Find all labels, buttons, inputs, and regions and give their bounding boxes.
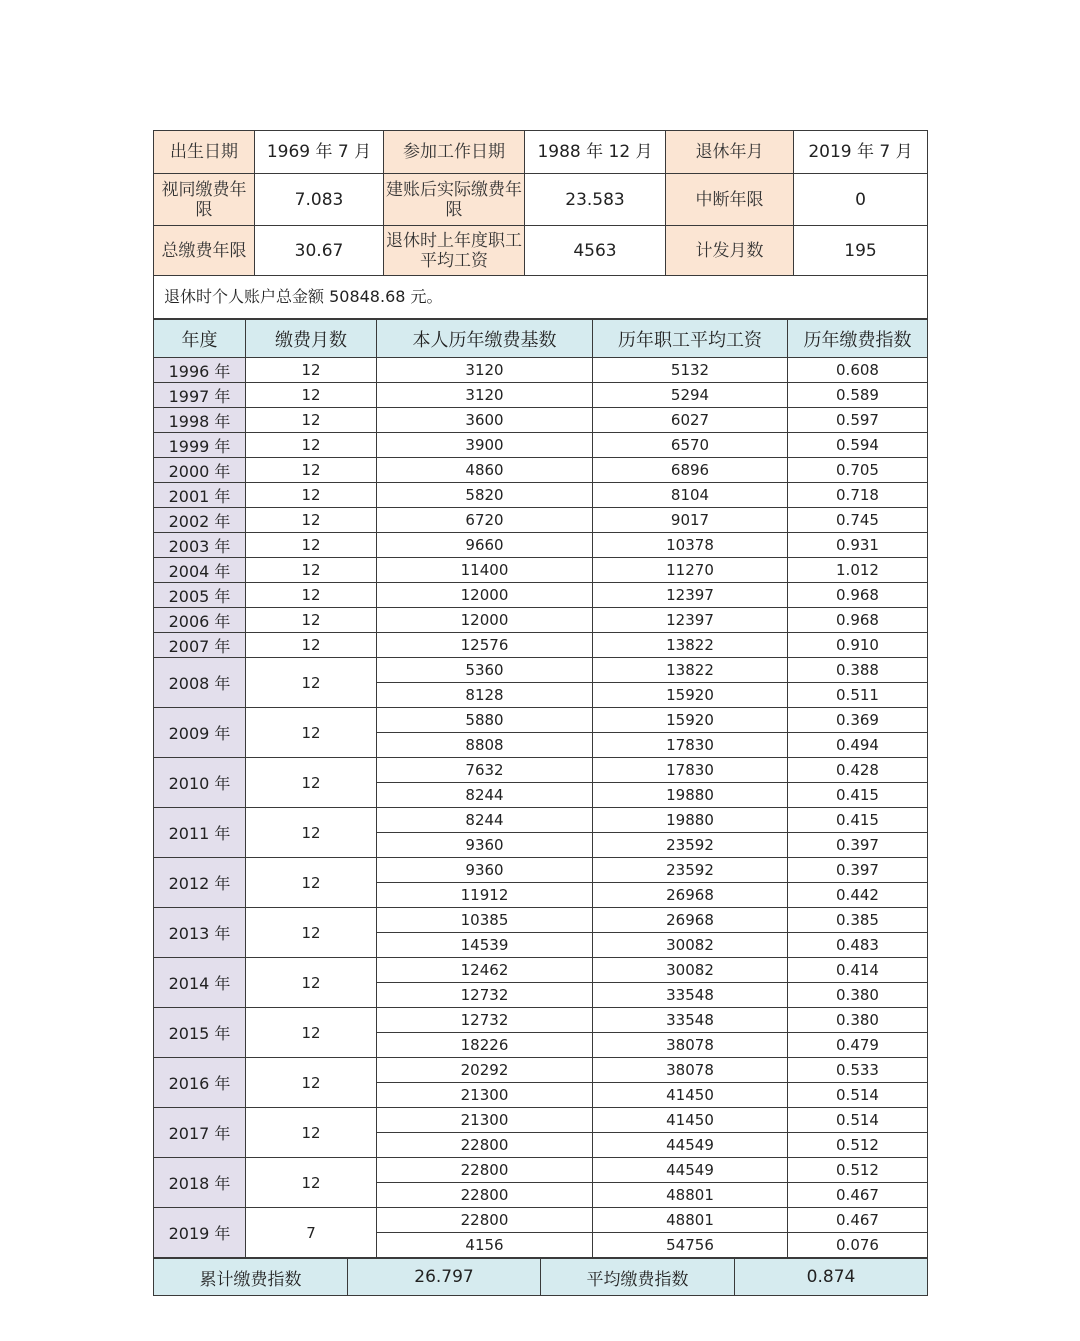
index-cell: 0.385	[788, 908, 928, 933]
avg-wage-value: 4563	[525, 226, 666, 276]
avg-wage-cell: 6570	[593, 433, 788, 458]
index-cell: 0.511	[788, 683, 928, 708]
months-cell: 12	[246, 958, 377, 1008]
table-row	[154, 558, 928, 583]
avg-wage-cell: 48801	[593, 1183, 788, 1208]
avg-wage-cell: 6896	[593, 458, 788, 483]
year-cell: 1997 年	[154, 383, 246, 408]
table-row	[154, 608, 928, 633]
year-cell: 2007 年	[154, 633, 246, 658]
cumulative-index-value: 26.797	[348, 1259, 541, 1296]
avg-wage-cell: 41450	[593, 1108, 788, 1133]
index-cell: 0.397	[788, 833, 928, 858]
avg-wage-cell: 15920	[593, 708, 788, 733]
index-cell: 0.512	[788, 1158, 928, 1183]
table-row	[154, 483, 928, 508]
index-cell: 0.415	[788, 808, 928, 833]
year-cell: 2011 年	[154, 808, 246, 858]
table-row	[154, 1058, 928, 1083]
avg-wage-cell: 26968	[593, 883, 788, 908]
avg-wage-cell: 41450	[593, 1083, 788, 1108]
year-cell: 2016 年	[154, 1058, 246, 1108]
table-row	[154, 758, 928, 783]
avg-wage-cell: 5132	[593, 358, 788, 383]
year-cell: 2000 年	[154, 458, 246, 483]
months-cell: 12	[246, 358, 377, 383]
avg-wage-cell: 44549	[593, 1133, 788, 1158]
months-cell: 12	[246, 483, 377, 508]
info-table	[153, 130, 928, 319]
interrupt-value: 0	[794, 174, 928, 226]
year-cell: 2003 年	[154, 533, 246, 558]
index-cell: 0.514	[788, 1108, 928, 1133]
avg-wage-cell: 48801	[593, 1208, 788, 1233]
base-cell: 3120	[377, 358, 593, 383]
table-row	[154, 633, 928, 658]
avg-wage-cell: 12397	[593, 608, 788, 633]
avg-wage-cell: 44549	[593, 1158, 788, 1183]
base-cell: 9360	[377, 858, 593, 883]
index-cell: 0.467	[788, 1183, 928, 1208]
actual-years-label: 建账后实际缴费年限	[384, 174, 525, 226]
avg-wage-cell: 23592	[593, 833, 788, 858]
avg-wage-cell: 9017	[593, 508, 788, 533]
base-cell: 9660	[377, 533, 593, 558]
total-years-label: 总缴费年限	[154, 226, 255, 276]
months-cell: 12	[246, 1108, 377, 1158]
base-cell: 11400	[377, 558, 593, 583]
birth-date-value: 1969 年 7 月	[255, 131, 384, 174]
avg-wage-cell: 17830	[593, 758, 788, 783]
base-cell: 20292	[377, 1058, 593, 1083]
base-cell: 8244	[377, 783, 593, 808]
index-cell: 0.589	[788, 383, 928, 408]
contribution-table	[153, 319, 928, 1258]
table-row	[154, 1158, 928, 1183]
base-cell: 18226	[377, 1033, 593, 1058]
base-cell: 22800	[377, 1183, 593, 1208]
year-cell: 2015 年	[154, 1008, 246, 1058]
year-cell: 2008 年	[154, 658, 246, 708]
months-cell: 7	[246, 1208, 377, 1258]
base-cell: 12000	[377, 583, 593, 608]
base-cell: 6720	[377, 508, 593, 533]
work-start-value: 1988 年 12 月	[525, 131, 666, 174]
table-row	[154, 908, 928, 933]
table-row	[154, 858, 928, 883]
table-row	[154, 408, 928, 433]
base-cell: 8244	[377, 808, 593, 833]
avg-wage-cell: 19880	[593, 783, 788, 808]
index-cell: 0.380	[788, 983, 928, 1008]
table-body	[154, 358, 928, 1258]
months-cell: 12	[246, 408, 377, 433]
base-cell: 10385	[377, 908, 593, 933]
deemed-years-value: 7.083	[255, 174, 384, 226]
base-cell: 22800	[377, 1208, 593, 1233]
col-header-base: 本人历年缴费基数	[377, 320, 593, 358]
months-cell: 12	[246, 858, 377, 908]
base-cell: 12462	[377, 958, 593, 983]
months-label: 计发月数	[666, 226, 794, 276]
avg-wage-cell: 23592	[593, 858, 788, 883]
base-cell: 4156	[377, 1233, 593, 1258]
index-cell: 0.494	[788, 733, 928, 758]
base-cell: 4860	[377, 458, 593, 483]
base-cell: 5820	[377, 483, 593, 508]
col-header-avg-wage: 历年职工平均工资	[593, 320, 788, 358]
base-cell: 21300	[377, 1108, 593, 1133]
index-cell: 0.076	[788, 1233, 928, 1258]
avg-wage-cell: 33548	[593, 983, 788, 1008]
base-cell: 14539	[377, 933, 593, 958]
avg-wage-cell: 38078	[593, 1033, 788, 1058]
months-cell: 12	[246, 808, 377, 858]
avg-wage-cell: 19880	[593, 808, 788, 833]
base-cell: 7632	[377, 758, 593, 783]
table-row	[154, 533, 928, 558]
base-cell: 3120	[377, 383, 593, 408]
year-cell: 2017 年	[154, 1108, 246, 1158]
index-cell: 0.608	[788, 358, 928, 383]
year-cell: 2002 年	[154, 508, 246, 533]
base-cell: 9360	[377, 833, 593, 858]
account-total-note: 退休时个人账户总金额 50848.68 元。	[154, 276, 928, 319]
index-cell: 0.467	[788, 1208, 928, 1233]
avg-wage-cell: 38078	[593, 1058, 788, 1083]
index-cell: 0.968	[788, 583, 928, 608]
months-cell: 12	[246, 608, 377, 633]
avg-wage-cell: 11270	[593, 558, 788, 583]
actual-years-value: 23.583	[525, 174, 666, 226]
months-cell: 12	[246, 658, 377, 708]
index-cell: 0.483	[788, 933, 928, 958]
table-row	[154, 433, 928, 458]
months-cell: 12	[246, 383, 377, 408]
retire-value: 2019 年 7 月	[794, 131, 928, 174]
year-cell: 2018 年	[154, 1158, 246, 1208]
months-cell: 12	[246, 558, 377, 583]
base-cell: 12000	[377, 608, 593, 633]
col-header-index: 历年缴费指数	[788, 320, 928, 358]
year-cell: 2009 年	[154, 708, 246, 758]
avg-wage-cell: 12397	[593, 583, 788, 608]
months-cell: 12	[246, 708, 377, 758]
avg-wage-cell: 26968	[593, 908, 788, 933]
base-cell: 8128	[377, 683, 593, 708]
year-cell: 2012 年	[154, 858, 246, 908]
interrupt-label: 中断年限	[666, 174, 794, 226]
average-index-label: 平均缴费指数	[541, 1259, 735, 1296]
index-cell: 0.397	[788, 858, 928, 883]
average-index-value: 0.874	[735, 1259, 928, 1296]
avg-wage-label: 退休时上年度职工平均工资	[384, 226, 525, 276]
index-cell: 0.594	[788, 433, 928, 458]
index-cell: 0.380	[788, 1008, 928, 1033]
summary-table	[153, 1258, 928, 1296]
avg-wage-cell: 5294	[593, 383, 788, 408]
year-cell: 1999 年	[154, 433, 246, 458]
avg-wage-cell: 30082	[593, 958, 788, 983]
index-cell: 0.388	[788, 658, 928, 683]
base-cell: 3900	[377, 433, 593, 458]
table-row	[154, 458, 928, 483]
months-cell: 12	[246, 1008, 377, 1058]
year-cell: 1998 年	[154, 408, 246, 433]
index-cell: 0.597	[788, 408, 928, 433]
year-cell: 2014 年	[154, 958, 246, 1008]
months-cell: 12	[246, 533, 377, 558]
base-cell: 8808	[377, 733, 593, 758]
index-cell: 0.442	[788, 883, 928, 908]
retire-label: 退休年月	[666, 131, 794, 174]
index-cell: 0.910	[788, 633, 928, 658]
index-cell: 0.428	[788, 758, 928, 783]
index-cell: 0.968	[788, 608, 928, 633]
avg-wage-cell: 30082	[593, 933, 788, 958]
index-cell: 0.414	[788, 958, 928, 983]
base-cell: 11912	[377, 883, 593, 908]
index-cell: 0.718	[788, 483, 928, 508]
col-header-months: 缴费月数	[246, 320, 377, 358]
index-cell: 0.931	[788, 533, 928, 558]
base-cell: 12576	[377, 633, 593, 658]
avg-wage-cell: 13822	[593, 633, 788, 658]
avg-wage-cell: 54756	[593, 1233, 788, 1258]
base-cell: 5880	[377, 708, 593, 733]
table-row	[154, 508, 928, 533]
index-cell: 0.415	[788, 783, 928, 808]
months-cell: 12	[246, 1158, 377, 1208]
year-cell: 2001 年	[154, 483, 246, 508]
months-cell: 12	[246, 633, 377, 658]
months-cell: 12	[246, 508, 377, 533]
year-cell: 2019 年	[154, 1208, 246, 1258]
table-row	[154, 808, 928, 833]
months-cell: 12	[246, 758, 377, 808]
avg-wage-cell: 10378	[593, 533, 788, 558]
index-cell: 0.745	[788, 508, 928, 533]
index-cell: 0.705	[788, 458, 928, 483]
year-cell: 2005 年	[154, 583, 246, 608]
months-cell: 12	[246, 908, 377, 958]
year-cell: 2004 年	[154, 558, 246, 583]
work-start-label: 参加工作日期	[384, 131, 525, 174]
index-cell: 0.512	[788, 1133, 928, 1158]
year-cell: 2013 年	[154, 908, 246, 958]
avg-wage-cell: 17830	[593, 733, 788, 758]
months-cell: 12	[246, 1058, 377, 1108]
base-cell: 12732	[377, 983, 593, 1008]
year-cell: 1996 年	[154, 358, 246, 383]
months-cell: 12	[246, 458, 377, 483]
table-row	[154, 383, 928, 408]
index-cell: 1.012	[788, 558, 928, 583]
months-value: 195	[794, 226, 928, 276]
avg-wage-cell: 6027	[593, 408, 788, 433]
table-row	[154, 1208, 928, 1233]
table-row	[154, 583, 928, 608]
avg-wage-cell: 13822	[593, 658, 788, 683]
index-cell: 0.514	[788, 1083, 928, 1108]
table-row	[154, 1108, 928, 1133]
months-cell: 12	[246, 433, 377, 458]
total-years-value: 30.67	[255, 226, 384, 276]
table-row	[154, 1008, 928, 1033]
year-cell: 2006 年	[154, 608, 246, 633]
year-cell: 2010 年	[154, 758, 246, 808]
index-cell: 0.479	[788, 1033, 928, 1058]
index-cell: 0.369	[788, 708, 928, 733]
avg-wage-cell: 33548	[593, 1008, 788, 1033]
index-cell: 0.533	[788, 1058, 928, 1083]
pension-sheet	[153, 130, 927, 1296]
base-cell: 21300	[377, 1083, 593, 1108]
deemed-years-label: 视同缴费年限	[154, 174, 255, 226]
base-cell: 12732	[377, 1008, 593, 1033]
cumulative-index-label: 累计缴费指数	[154, 1259, 348, 1296]
table-row	[154, 658, 928, 683]
base-cell: 3600	[377, 408, 593, 433]
base-cell: 22800	[377, 1158, 593, 1183]
table-row	[154, 958, 928, 983]
base-cell: 5360	[377, 658, 593, 683]
table-row	[154, 358, 928, 383]
avg-wage-cell: 8104	[593, 483, 788, 508]
avg-wage-cell: 15920	[593, 683, 788, 708]
months-cell: 12	[246, 583, 377, 608]
base-cell: 22800	[377, 1133, 593, 1158]
col-header-year: 年度	[154, 320, 246, 358]
birth-date-label: 出生日期	[154, 131, 255, 174]
table-row	[154, 708, 928, 733]
